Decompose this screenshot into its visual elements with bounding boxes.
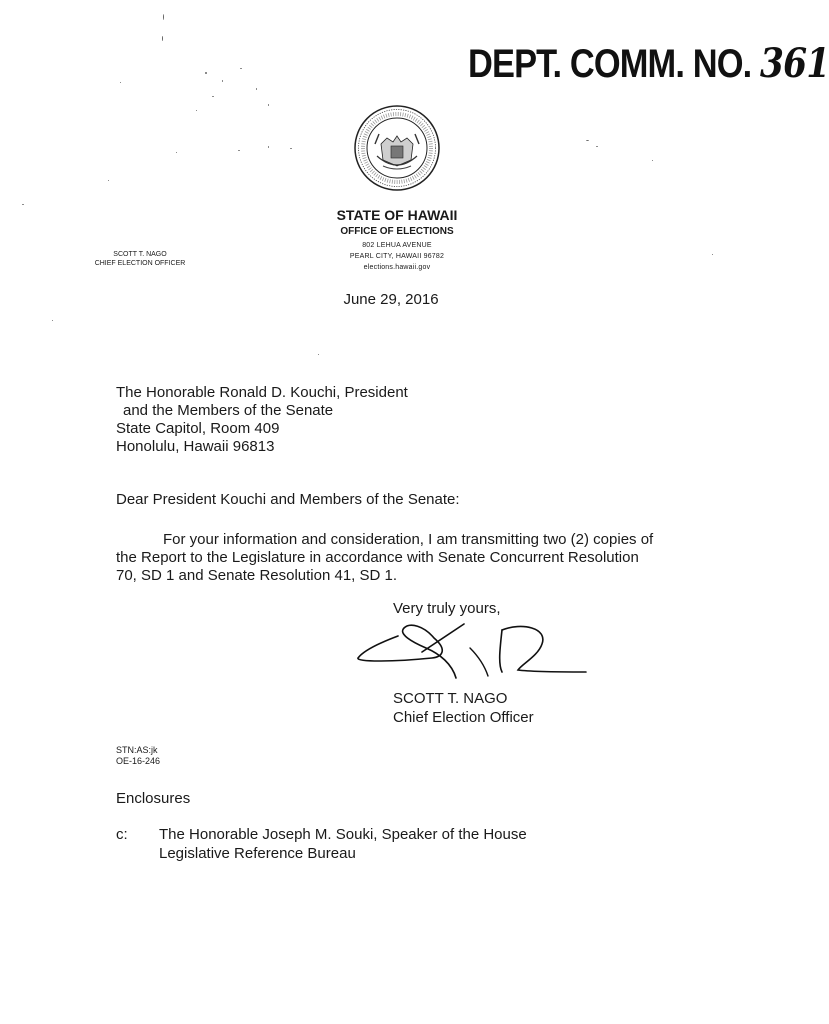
letterhead-website: elections.hawaii.gov bbox=[363, 264, 431, 271]
letterhead-address-line2: PEARL CITY, HAWAII 96782 bbox=[349, 253, 445, 260]
body-line: For your information and consideration, I am transmitting two (2) copies of bbox=[163, 531, 654, 548]
closing: Very truly yours, bbox=[393, 600, 501, 617]
stamp-prefix: DEPT. COMM. NO. bbox=[468, 42, 752, 86]
letterhead-officer-title: CHIEF ELECTION OFFICER bbox=[94, 260, 186, 267]
letterhead-state: STATE OF HAWAII bbox=[336, 207, 458, 223]
letterhead-address-line1: 802 LEHUA AVENUE bbox=[362, 242, 432, 249]
recipient-line: Honolulu, Hawaii 96813 bbox=[116, 438, 275, 455]
cc-recipient: The Honorable Joseph M. Souki, Speaker of the House bbox=[159, 826, 527, 843]
letter-date: June 29, 2016 bbox=[343, 291, 439, 308]
signer-name: SCOTT T. NAGO bbox=[393, 690, 508, 707]
recipient-line: State Capitol, Room 409 bbox=[116, 420, 280, 437]
enclosures: Enclosures bbox=[116, 790, 191, 807]
reference-initials: STN:AS:jk bbox=[116, 745, 158, 755]
body-line: the Report to the Legislature in accordance with Senate Concurrent Resolution bbox=[116, 549, 639, 566]
signer-title: Chief Election Officer bbox=[393, 709, 534, 726]
stamp-number: 361 bbox=[760, 40, 829, 87]
signature-icon bbox=[352, 608, 592, 692]
reference-number: OE-16-246 bbox=[116, 756, 161, 766]
salutation: Dear President Kouchi and Members of the Senate: bbox=[116, 491, 460, 508]
dept-comm-stamp bbox=[468, 40, 829, 87]
cc-label: c: bbox=[116, 826, 128, 843]
cc-recipient: Legislative Reference Bureau bbox=[159, 845, 356, 862]
letterhead-officer-name: SCOTT T. NAGO bbox=[113, 251, 167, 258]
recipient-line: The Honorable Ronald D. Kouchi, President bbox=[116, 384, 408, 401]
state-seal-icon bbox=[353, 104, 441, 192]
recipient-line: and the Members of the Senate bbox=[123, 402, 334, 419]
body-line: 70, SD 1 and Senate Resolution 41, SD 1. bbox=[116, 567, 398, 584]
letterhead-office: OFFICE OF ELECTIONS bbox=[340, 226, 454, 237]
